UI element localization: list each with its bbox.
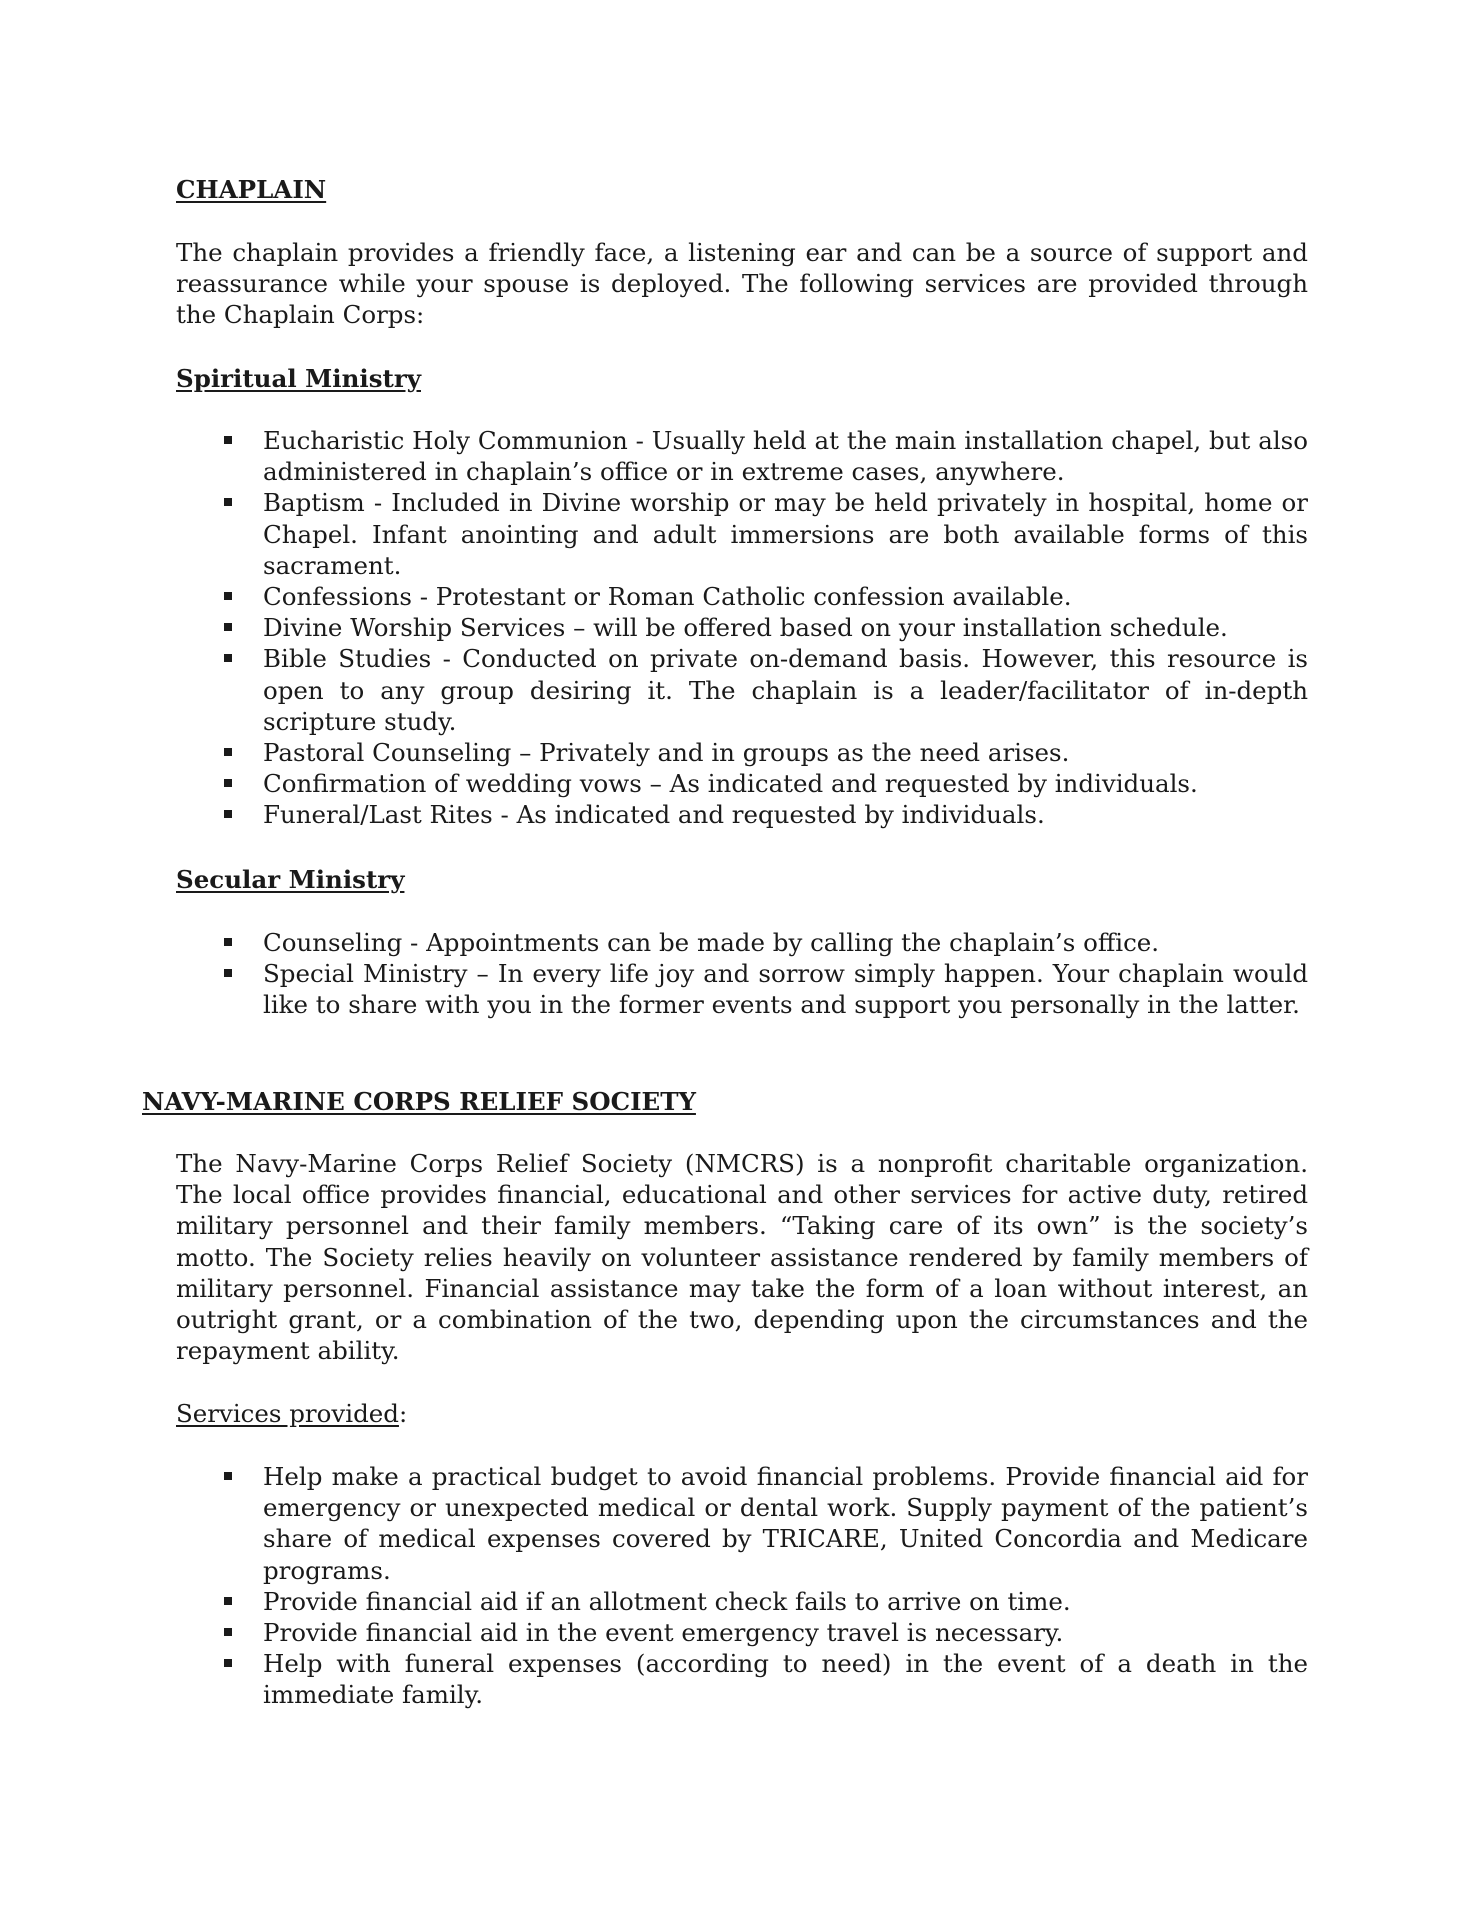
nmcrs-heading: NAVY-MARINE CORPS RELIEF SOCIETY [142,1087,696,1116]
nmcrs-services-list [176,1461,1308,1711]
list-item: Funeral/Last Rites - As indicated and requested by individuals. [176,799,1308,830]
bullet-icon [224,969,232,977]
list-item: Bible Studies - Conducted on private on-demand basis. However, this resource is open to any group desiring it. The chaplain is a leader/facilitator of in-depth scripture study. [176,643,1308,737]
list-item: Baptism - Included in Divine worship or may be held privately in hospital, home or Chapel. Infant anointing and adult immersions are both available forms of this sacrament. [176,487,1308,581]
secular-ministry-heading: Secular Ministry [176,865,405,894]
bullet-icon [224,1628,232,1636]
list-item: Counseling - Appointments can be made by calling the chaplain’s office. [176,927,1308,958]
bullet-icon [224,436,232,444]
list-item: Provide financial aid in the event emergency travel is necessary. [176,1617,1308,1648]
list-item: Eucharistic Holy Communion - Usually held at the main installation chapel, but also administered in chaplain’s office or in extreme cases, anywhere. [176,425,1308,487]
bullet-icon [224,623,232,631]
bullet-icon [224,1472,232,1480]
list-item: Provide financial aid if an allotment check fails to arrive on time. [176,1586,1308,1617]
services-provided-label: Services provided: [176,1399,408,1428]
bullet-icon [224,938,232,946]
nmcrs-intro: The Navy-Marine Corps Relief Society (NMCRS) is a nonprofit charitable organization. The local office provides financial, educational and other services for active duty, retired military personnel and their family members. “Taking care of its own” is the society’s motto. The Society relies heavily on volunteer assistance rendered by family members of military personnel. Financial assistance may take the form of a loan without interest, an outright grant, or a combination of the two, depending upon the circumstances and the repayment ability. [176,1149,1308,1366]
list-item: Divine Worship Services – will be offered based on your installation schedule. [176,612,1308,643]
spiritual-ministry-heading: Spiritual Ministry [176,364,421,393]
list-item: Confessions - Protestant or Roman Catholic confession available. [176,581,1308,612]
bullet-icon [224,592,232,600]
bullet-icon [224,810,232,818]
bullet-icon [224,779,232,787]
list-item: Confirmation of wedding vows – As indicated and requested by individuals. [176,768,1308,799]
list-item: Help with funeral expenses (according to need) in the event of a death in the immediate family. [176,1648,1308,1710]
bullet-icon [224,498,232,506]
list-item: Help make a practical budget to avoid financial problems. Provide financial aid for emergency or unexpected medical or dental work. Supply payment of the patient’s share of medical expenses covered by TRICARE, United Concordia and Medicare programs. [176,1461,1308,1586]
bullet-icon [224,1597,232,1605]
spiritual-ministry-list [176,425,1308,831]
bullet-icon [224,654,232,662]
chaplain-intro: The chaplain provides a friendly face, a listening ear and can be a source of support and reassurance while your spouse is deployed. The following services are provided through the Chaplain Corps: [176,238,1308,330]
bullet-icon [224,1659,232,1667]
bullet-icon [224,748,232,756]
list-item: Special Ministry – In every life joy and sorrow simply happen. Your chaplain would like to share with you in the former events and support you personally in the latter. [176,958,1308,1020]
list-item: Pastoral Counseling – Privately and in groups as the need arises. [176,737,1308,768]
chaplain-heading: CHAPLAIN [176,175,327,204]
secular-ministry-list [176,927,1308,1021]
